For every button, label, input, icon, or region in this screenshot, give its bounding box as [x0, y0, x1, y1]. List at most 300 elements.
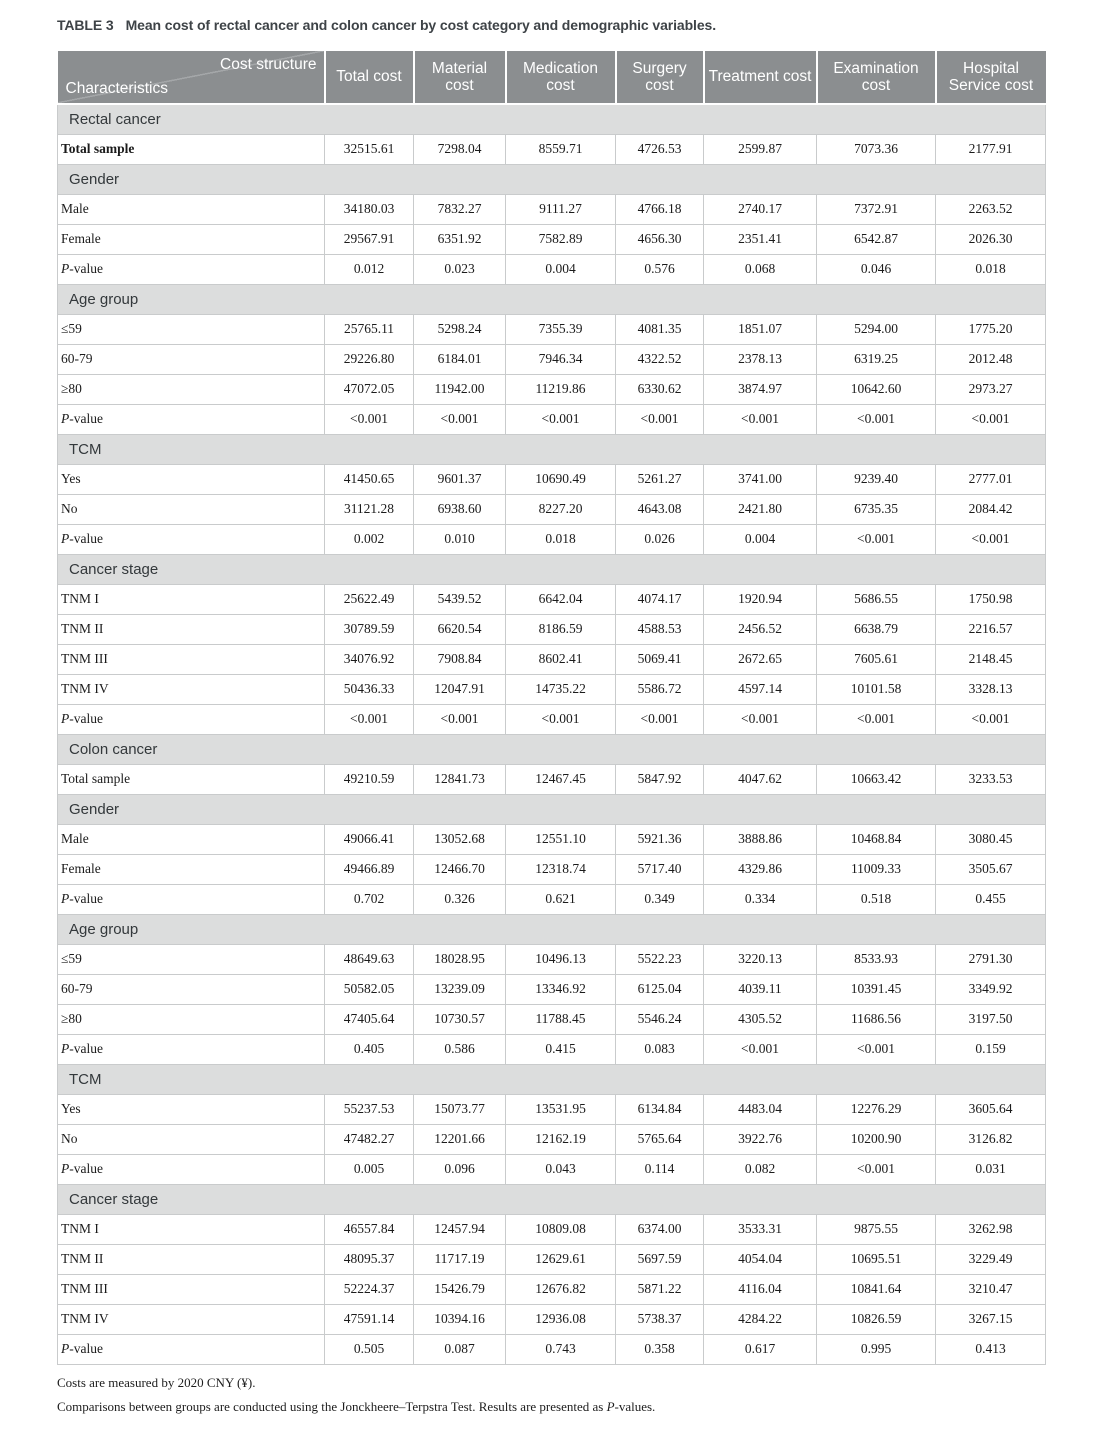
- cell-value: 6184.01: [414, 344, 506, 374]
- cell-value: 25622.49: [325, 584, 414, 614]
- footnote: [57, 1374, 1045, 1392]
- cell-value: 0.586: [414, 1034, 506, 1064]
- section-row-colon-cancer: [58, 734, 1046, 764]
- cell-value: 0.010: [414, 524, 506, 554]
- row-label: [58, 1244, 325, 1274]
- table-row: [58, 1094, 1046, 1124]
- row-label: [58, 1334, 325, 1364]
- cell-value: 5586.72: [616, 674, 704, 704]
- cell-value: 18028.95: [414, 944, 506, 974]
- cell-value: 4116.04: [704, 1274, 817, 1304]
- section-row-age-group: [58, 284, 1046, 314]
- text-segment: Female: [61, 231, 101, 246]
- cell-value: 3197.50: [936, 1004, 1046, 1034]
- cell-value: 7298.04: [414, 134, 506, 164]
- cell-value: 10496.13: [506, 944, 616, 974]
- cell-value: 0.018: [506, 524, 616, 554]
- section-row-tcm: [58, 434, 1046, 464]
- column-header-hospital-service-cost: Hospital Service cost: [936, 51, 1046, 104]
- cell-value: 14735.22: [506, 674, 616, 704]
- cell-value: 5697.59: [616, 1244, 704, 1274]
- cell-value: 5847.92: [616, 764, 704, 794]
- cell-value: 48095.37: [325, 1244, 414, 1274]
- cell-value: 3262.98: [936, 1214, 1046, 1244]
- cell-value: 9111.27: [506, 194, 616, 224]
- cell-value: 0.743: [506, 1334, 616, 1364]
- text-segment: P: [61, 411, 70, 426]
- text-segment: ≤59: [61, 321, 82, 336]
- cell-value: 0.004: [506, 254, 616, 284]
- cell-value: 6134.84: [616, 1094, 704, 1124]
- cell-value: 4588.53: [616, 614, 704, 644]
- cell-value: 8533.93: [817, 944, 936, 974]
- cell-value: 49210.59: [325, 764, 414, 794]
- cell-value: 12551.10: [506, 824, 616, 854]
- row-label: [58, 854, 325, 884]
- section-header-label: Cancer stage: [58, 1184, 1046, 1214]
- cell-value: 3533.31: [704, 1214, 817, 1244]
- section-row-tcm: [58, 1064, 1046, 1094]
- text-segment: TNM II: [61, 621, 104, 636]
- cell-value: 55237.53: [325, 1094, 414, 1124]
- table-row: [58, 884, 1046, 914]
- cell-value: <0.001: [817, 1034, 936, 1064]
- cell-value: 10391.45: [817, 974, 936, 1004]
- cell-value: 10468.84: [817, 824, 936, 854]
- text-segment: 60-79: [61, 981, 93, 996]
- cell-value: 0.114: [616, 1154, 704, 1184]
- footnotes: [57, 1374, 1045, 1416]
- cell-value: 3220.13: [704, 944, 817, 974]
- cell-value: 6374.00: [616, 1214, 704, 1244]
- text-segment: Costs are measured by 2020 CNY (¥).: [57, 1374, 256, 1390]
- cell-value: 0.413: [936, 1334, 1046, 1364]
- cell-value: 10394.16: [414, 1304, 506, 1334]
- cell-value: 7582.89: [506, 224, 616, 254]
- row-label: [58, 974, 325, 1004]
- text-segment: Total sample: [61, 771, 131, 786]
- cell-value: 3328.13: [936, 674, 1046, 704]
- table-row: [58, 1304, 1046, 1334]
- table-row: [58, 344, 1046, 374]
- text-segment: TNM I: [61, 1221, 99, 1236]
- cell-value: 3210.47: [936, 1274, 1046, 1304]
- cell-value: 0.358: [616, 1334, 704, 1364]
- table-row: [58, 1004, 1046, 1034]
- table-row: [58, 1334, 1046, 1364]
- table-row: [58, 584, 1046, 614]
- text-segment: -value: [69, 1341, 103, 1356]
- text-segment: TNM III: [61, 651, 108, 666]
- table-row: [58, 314, 1046, 344]
- row-label: [58, 314, 325, 344]
- cell-value: 0.702: [325, 884, 414, 914]
- row-label: [58, 1094, 325, 1124]
- cell-value: 2263.52: [936, 194, 1046, 224]
- table-number: TABLE 3: [57, 17, 114, 33]
- cell-value: 0.082: [704, 1154, 817, 1184]
- cell-value: 0.087: [414, 1334, 506, 1364]
- table-row: [58, 1244, 1046, 1274]
- cell-value: 4047.62: [704, 764, 817, 794]
- column-header-total-cost: Total cost: [325, 51, 414, 104]
- cell-value: 5686.55: [817, 584, 936, 614]
- cell-value: 6620.54: [414, 614, 506, 644]
- text-segment: P: [61, 261, 70, 276]
- cell-value: 4054.04: [704, 1244, 817, 1274]
- cell-value: 10101.58: [817, 674, 936, 704]
- cell-value: 8559.71: [506, 134, 616, 164]
- corner-label-cost-structure: Cost structure: [220, 56, 317, 73]
- cell-value: 5522.23: [616, 944, 704, 974]
- cell-value: 47591.14: [325, 1304, 414, 1334]
- cell-value: 3349.92: [936, 974, 1046, 1004]
- cell-value: 31121.28: [325, 494, 414, 524]
- cell-value: 47072.05: [325, 374, 414, 404]
- table-row: [58, 854, 1046, 884]
- cell-value: 10200.90: [817, 1124, 936, 1154]
- cell-value: 4039.11: [704, 974, 817, 1004]
- section-header-label: Age group: [58, 914, 1046, 944]
- cell-value: 3505.67: [936, 854, 1046, 884]
- cell-value: 2351.41: [704, 224, 817, 254]
- row-label: [58, 524, 325, 554]
- cell-value: 13239.09: [414, 974, 506, 1004]
- table-row: [58, 374, 1046, 404]
- cell-value: 4329.86: [704, 854, 817, 884]
- cell-value: 5871.22: [616, 1274, 704, 1304]
- cell-value: 4322.52: [616, 344, 704, 374]
- column-header-surgery-cost: Surgery cost: [616, 51, 704, 104]
- cell-value: 10809.08: [506, 1214, 616, 1244]
- text-segment: Yes: [61, 1101, 81, 1116]
- cell-value: 50436.33: [325, 674, 414, 704]
- cell-value: <0.001: [616, 404, 704, 434]
- cell-value: 5439.52: [414, 584, 506, 614]
- cell-value: 7355.39: [506, 314, 616, 344]
- cell-value: 12047.91: [414, 674, 506, 704]
- cell-value: 3922.76: [704, 1124, 817, 1154]
- cell-value: 12936.08: [506, 1304, 616, 1334]
- section-row-age-group: [58, 914, 1046, 944]
- row-label: [58, 224, 325, 254]
- cell-value: 3267.15: [936, 1304, 1046, 1334]
- cell-value: 2740.17: [704, 194, 817, 224]
- text-segment: -value: [69, 711, 103, 726]
- cell-value: <0.001: [817, 1154, 936, 1184]
- cell-value: 4305.52: [704, 1004, 817, 1034]
- cell-value: 11788.45: [506, 1004, 616, 1034]
- cell-value: 12201.66: [414, 1124, 506, 1154]
- cell-value: 0.995: [817, 1334, 936, 1364]
- cell-value: 15426.79: [414, 1274, 506, 1304]
- text-segment: No: [61, 1131, 78, 1146]
- section-header-label: Rectal cancer: [58, 104, 1046, 134]
- cell-value: 1775.20: [936, 314, 1046, 344]
- cell-value: 13346.92: [506, 974, 616, 1004]
- table-row: [58, 494, 1046, 524]
- cell-value: 0.617: [704, 1334, 817, 1364]
- cell-value: <0.001: [817, 404, 936, 434]
- cell-value: 10730.57: [414, 1004, 506, 1034]
- cell-value: 2672.65: [704, 644, 817, 674]
- cell-value: 0.334: [704, 884, 817, 914]
- cell-value: 11009.33: [817, 854, 936, 884]
- cell-value: 2378.13: [704, 344, 817, 374]
- text-segment: -values.: [614, 1399, 656, 1415]
- cell-value: 4726.53: [616, 134, 704, 164]
- cell-value: 12467.45: [506, 764, 616, 794]
- cell-value: <0.001: [414, 704, 506, 734]
- section-header-label: Colon cancer: [58, 734, 1046, 764]
- cell-value: 2084.42: [936, 494, 1046, 524]
- cell-value: 0.026: [616, 524, 704, 554]
- text-segment: -value: [69, 1161, 103, 1176]
- section-header-label: Gender: [58, 794, 1046, 824]
- cell-value: 47405.64: [325, 1004, 414, 1034]
- cell-value: 5921.36: [616, 824, 704, 854]
- cell-value: 50582.05: [325, 974, 414, 1004]
- cell-value: 0.046: [817, 254, 936, 284]
- cell-value: 41450.65: [325, 464, 414, 494]
- cell-value: 5261.27: [616, 464, 704, 494]
- text-segment: -value: [69, 531, 103, 546]
- cell-value: 5298.24: [414, 314, 506, 344]
- cell-value: 30789.59: [325, 614, 414, 644]
- row-label: [58, 614, 325, 644]
- corner-cell: [58, 51, 325, 104]
- cell-value: 2012.48: [936, 344, 1046, 374]
- column-header-treatment-cost: Treatment cost: [704, 51, 817, 104]
- text-segment: -value: [69, 411, 103, 426]
- cell-value: 13531.95: [506, 1094, 616, 1124]
- cell-value: 32515.61: [325, 134, 414, 164]
- cell-value: 6938.60: [414, 494, 506, 524]
- cell-value: 15073.77: [414, 1094, 506, 1124]
- table-row: [58, 1274, 1046, 1304]
- cell-value: 48649.63: [325, 944, 414, 974]
- text-segment: TNM IV: [61, 1311, 109, 1326]
- cell-value: 2973.27: [936, 374, 1046, 404]
- cell-value: 6642.04: [506, 584, 616, 614]
- section-row-cancer-stage: [58, 554, 1046, 584]
- cell-value: 0.349: [616, 884, 704, 914]
- table-row: [58, 134, 1046, 164]
- cell-value: 12629.61: [506, 1244, 616, 1274]
- cell-value: 7832.27: [414, 194, 506, 224]
- text-segment: P: [61, 711, 70, 726]
- cell-value: 7605.61: [817, 644, 936, 674]
- cell-value: 7946.34: [506, 344, 616, 374]
- table-row: [58, 1124, 1046, 1154]
- cell-value: 0.068: [704, 254, 817, 284]
- cell-value: 5717.40: [616, 854, 704, 884]
- table-row: [58, 404, 1046, 434]
- cell-value: 10826.59: [817, 1304, 936, 1334]
- cell-value: 0.005: [325, 1154, 414, 1184]
- cell-value: 10642.60: [817, 374, 936, 404]
- cell-value: 5069.41: [616, 644, 704, 674]
- cell-value: 0.159: [936, 1034, 1046, 1064]
- cell-value: 10841.64: [817, 1274, 936, 1304]
- table-row: [58, 944, 1046, 974]
- table-row: [58, 974, 1046, 1004]
- cell-value: <0.001: [936, 404, 1046, 434]
- text-segment: P: [61, 531, 70, 546]
- cell-value: 5546.24: [616, 1004, 704, 1034]
- cell-value: 5294.00: [817, 314, 936, 344]
- cell-value: 0.518: [817, 884, 936, 914]
- cell-value: 34076.92: [325, 644, 414, 674]
- cell-value: <0.001: [936, 524, 1046, 554]
- column-header-material-cost: Material cost: [414, 51, 506, 104]
- cell-value: 2777.01: [936, 464, 1046, 494]
- cell-value: 11686.56: [817, 1004, 936, 1034]
- header-row: [58, 51, 1046, 104]
- cell-value: 9239.40: [817, 464, 936, 494]
- cell-value: 0.576: [616, 254, 704, 284]
- cell-value: 0.405: [325, 1034, 414, 1064]
- section-row-rectal-cancer: [58, 104, 1046, 134]
- text-segment: No: [61, 501, 78, 516]
- cell-value: 1750.98: [936, 584, 1046, 614]
- row-label: [58, 404, 325, 434]
- cell-value: 4597.14: [704, 674, 817, 704]
- row-label: [58, 1154, 325, 1184]
- text-segment: P: [61, 891, 70, 906]
- cell-value: 2177.91: [936, 134, 1046, 164]
- column-header-medication-cost: Medication cost: [506, 51, 616, 104]
- cell-value: 0.031: [936, 1154, 1046, 1184]
- cell-value: 7372.91: [817, 194, 936, 224]
- table-title: [57, 17, 1045, 33]
- row-label: [58, 1034, 325, 1064]
- cell-value: <0.001: [414, 404, 506, 434]
- cell-value: 29567.91: [325, 224, 414, 254]
- cell-value: 6125.04: [616, 974, 704, 1004]
- table-row: [58, 704, 1046, 734]
- cell-value: <0.001: [616, 704, 704, 734]
- cell-value: <0.001: [817, 524, 936, 554]
- cell-value: 25765.11: [325, 314, 414, 344]
- cell-value: 8602.41: [506, 644, 616, 674]
- cell-value: 2026.30: [936, 224, 1046, 254]
- cell-value: 6319.25: [817, 344, 936, 374]
- text-segment: P: [61, 1041, 70, 1056]
- cell-value: 0.018: [936, 254, 1046, 284]
- table-body: [58, 104, 1046, 1364]
- cell-value: 1920.94: [704, 584, 817, 614]
- text-segment: -value: [69, 261, 103, 276]
- cell-value: 4643.08: [616, 494, 704, 524]
- table-caption: Mean cost of rectal cancer and colon cancer by cost category and demographic variables.: [125, 17, 717, 33]
- cell-value: <0.001: [936, 704, 1046, 734]
- cell-value: 2599.87: [704, 134, 817, 164]
- cell-value: 1851.07: [704, 314, 817, 344]
- cell-value: 12841.73: [414, 764, 506, 794]
- section-row-cancer-stage: [58, 1184, 1046, 1214]
- cell-value: <0.001: [506, 704, 616, 734]
- cell-value: 9875.55: [817, 1214, 936, 1244]
- table-row: [58, 674, 1046, 704]
- row-label: [58, 494, 325, 524]
- cell-value: 12162.19: [506, 1124, 616, 1154]
- cell-value: 0.621: [506, 884, 616, 914]
- section-header-label: Gender: [58, 164, 1046, 194]
- cell-value: 12466.70: [414, 854, 506, 884]
- row-label: [58, 1124, 325, 1154]
- text-segment: Total sample: [61, 141, 135, 156]
- row-label: [58, 374, 325, 404]
- cell-value: 0.415: [506, 1034, 616, 1064]
- text-segment: Female: [61, 861, 101, 876]
- cell-value: 0.505: [325, 1334, 414, 1364]
- cell-value: <0.001: [704, 704, 817, 734]
- cell-value: 2791.30: [936, 944, 1046, 974]
- column-header-examination-cost: Examination cost: [817, 51, 936, 104]
- cell-value: 29226.80: [325, 344, 414, 374]
- cell-value: 11219.86: [506, 374, 616, 404]
- table-row: [58, 644, 1046, 674]
- cell-value: 12457.94: [414, 1214, 506, 1244]
- cell-value: 4284.22: [704, 1304, 817, 1334]
- cell-value: 12318.74: [506, 854, 616, 884]
- cell-value: 10690.49: [506, 464, 616, 494]
- cell-value: 3741.00: [704, 464, 817, 494]
- row-label: [58, 824, 325, 854]
- table-header: [58, 51, 1046, 104]
- row-label: [58, 944, 325, 974]
- cell-value: 5738.37: [616, 1304, 704, 1334]
- text-segment: -value: [69, 1041, 103, 1056]
- row-label: [58, 1274, 325, 1304]
- cell-value: 4766.18: [616, 194, 704, 224]
- cell-value: 34180.03: [325, 194, 414, 224]
- text-segment: Yes: [61, 471, 81, 486]
- corner-label-characteristics: Characteristics: [65, 79, 168, 97]
- cell-value: <0.001: [506, 404, 616, 434]
- table-row: [58, 1154, 1046, 1184]
- row-label: [58, 344, 325, 374]
- cell-value: 2456.52: [704, 614, 817, 644]
- cell-value: 0.455: [936, 884, 1046, 914]
- text-segment: -value: [69, 891, 103, 906]
- cell-value: 52224.37: [325, 1274, 414, 1304]
- row-label: [58, 884, 325, 914]
- cell-value: <0.001: [817, 704, 936, 734]
- row-label: [58, 764, 325, 794]
- cell-value: 2148.45: [936, 644, 1046, 674]
- cell-value: 49066.41: [325, 824, 414, 854]
- cell-value: 0.004: [704, 524, 817, 554]
- section-header-label: TCM: [58, 434, 1046, 464]
- cell-value: 47482.27: [325, 1124, 414, 1154]
- cell-value: 9601.37: [414, 464, 506, 494]
- cell-value: 4081.35: [616, 314, 704, 344]
- cell-value: 11717.19: [414, 1244, 506, 1274]
- text-segment: P: [61, 1161, 70, 1176]
- cell-value: 6351.92: [414, 224, 506, 254]
- cell-value: 6542.87: [817, 224, 936, 254]
- row-label: [58, 1004, 325, 1034]
- cell-value: 3233.53: [936, 764, 1046, 794]
- cell-value: 13052.68: [414, 824, 506, 854]
- cell-value: 0.096: [414, 1154, 506, 1184]
- cell-value: 12676.82: [506, 1274, 616, 1304]
- section-row-gender: [58, 164, 1046, 194]
- cell-value: 0.012: [325, 254, 414, 284]
- cell-value: <0.001: [704, 404, 817, 434]
